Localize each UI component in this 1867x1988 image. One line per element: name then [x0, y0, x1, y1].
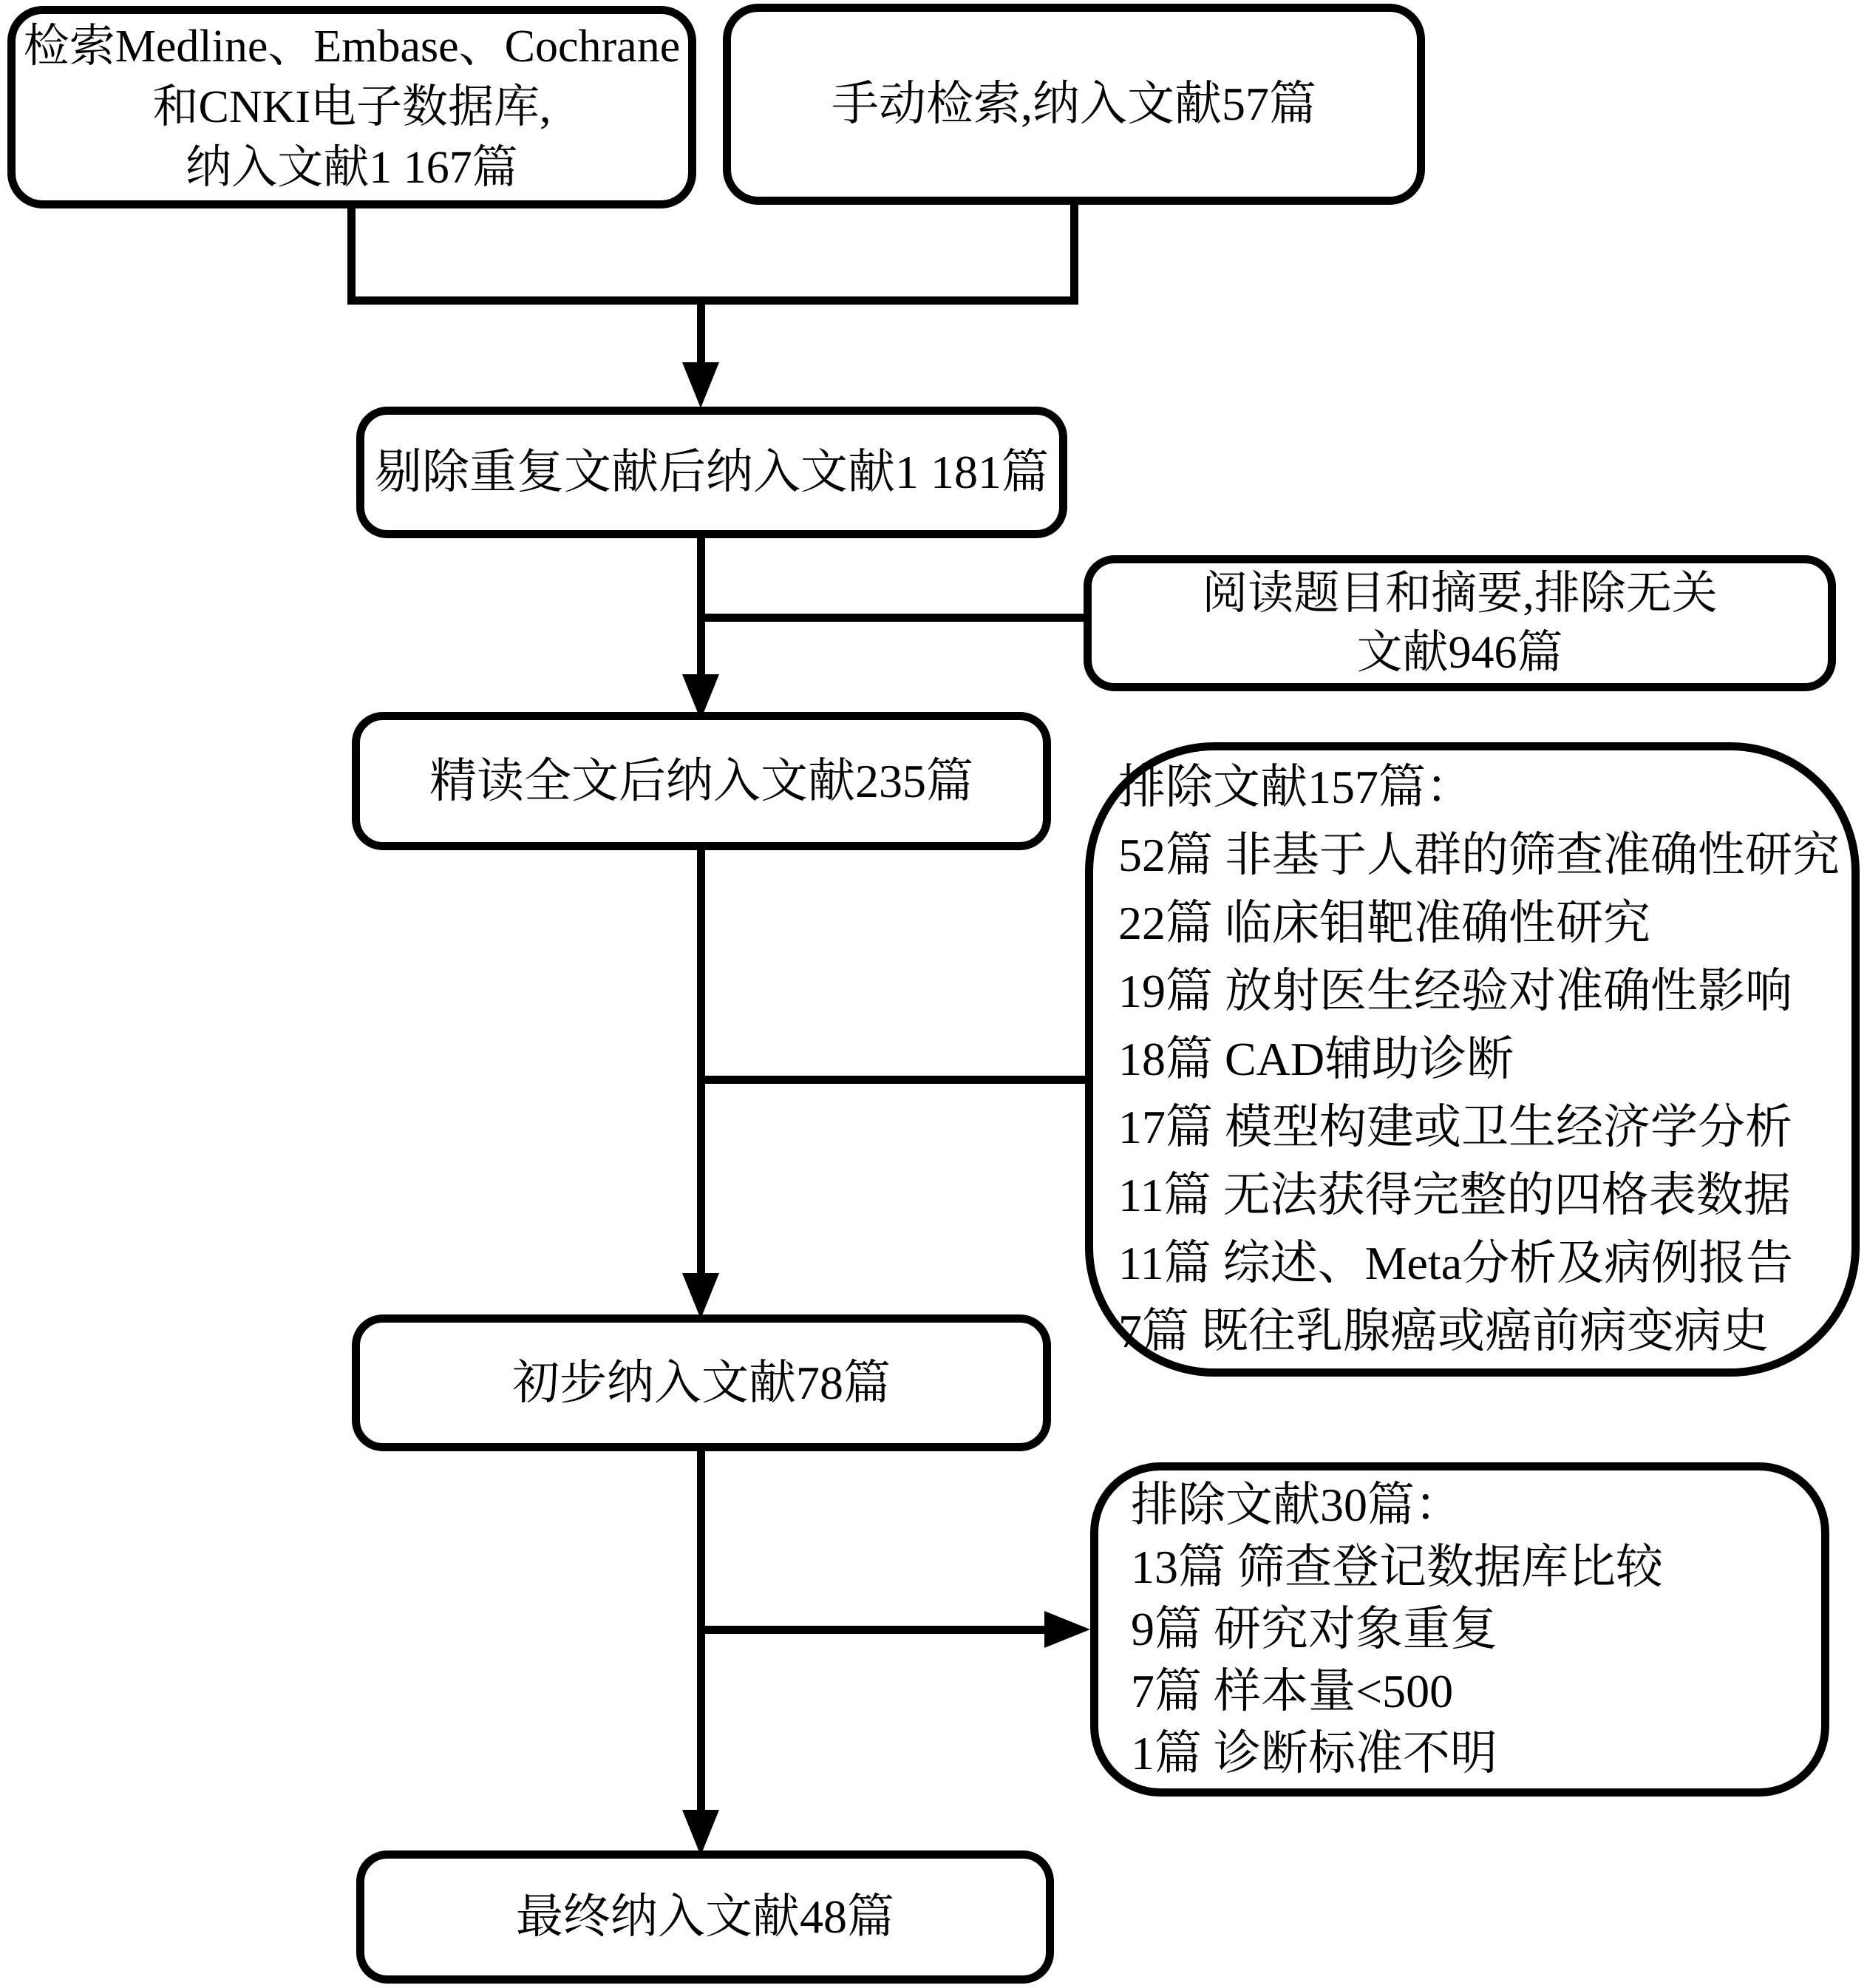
connector-manual-search-down [1070, 202, 1078, 305]
exclusion-list-item: 1篇 诊断标准不明 [1131, 1727, 1497, 1780]
exclusion-list-item: 13篇 筛查登记数据库比较 [1131, 1541, 1663, 1593]
exclusion-list-item: 17篇 模型构建或卫生经济学分析 [1118, 1101, 1792, 1153]
node-text: 剔除重复文献后纳入文献1 181篇 [375, 446, 1049, 498]
node-text: 阅读题目和摘要,排除无关 [1202, 569, 1718, 619]
node-text: 纳入文献1 167篇 [186, 143, 518, 193]
node-text: 初步纳入文献78篇 [512, 1356, 891, 1409]
exclusion-list-item: 22篇 临床钼靶准确性研究 [1118, 897, 1650, 949]
exclusion-list-item: 19篇 放射医生经验对准确性影响 [1118, 965, 1792, 1017]
connector-to-title-abstract-exclusion [697, 614, 1084, 622]
exclusion-list-item: 11篇 综述、Meta分析及病例报告 [1118, 1237, 1794, 1289]
node-after-deduplication [356, 407, 1067, 538]
arrowhead-into-preliminary [682, 1273, 719, 1319]
connector-dedup-to-fulltext [697, 535, 705, 676]
node-text: 手动检索,纳入文献57篇 [832, 78, 1316, 130]
node-database-search [7, 6, 696, 208]
exclusion-list-title: 排除文献30篇： [1131, 1479, 1462, 1531]
node-fulltext-review [352, 712, 1051, 850]
node-text: 和CNKI电子数据库, [152, 82, 551, 132]
node-text: 检索Medline、Embase、Cochrane [23, 21, 681, 72]
arrowhead-into-preliminary-exclusion [1044, 1611, 1090, 1648]
exclusion-list-item: 11篇 无法获得完整的四格表数据 [1118, 1169, 1791, 1221]
exclusion-list-item: 9篇 研究对象重复 [1131, 1603, 1497, 1655]
exclusion-list-item: 7篇 既往乳腺癌或癌前病变病史 [1118, 1305, 1769, 1357]
node-text: 精读全文后纳入文献235篇 [429, 754, 973, 807]
node-fulltext-exclusion-list [1085, 742, 1860, 1377]
node-text: 文献946篇 [1356, 628, 1563, 678]
arrowhead-into-final [682, 1810, 719, 1856]
connector-fulltext-to-preliminary [697, 847, 705, 1276]
exclusion-list-title: 排除文献157篇： [1118, 761, 1473, 813]
connector-to-preliminary-exclusion [697, 1626, 1048, 1634]
exclusion-list-item: 18篇 CAD辅助诊断 [1118, 1033, 1514, 1085]
exclusion-list-item: 52篇 非基于人群的筛查准确性研究 [1118, 829, 1840, 881]
node-manual-search [723, 4, 1425, 205]
node-preliminary-included [352, 1314, 1051, 1451]
arrowhead-into-dedup [682, 362, 719, 408]
node-title-abstract-exclusion [1084, 555, 1836, 691]
node-preliminary-exclusion-list [1090, 1462, 1829, 1797]
connector-merge-to-dedup [697, 296, 705, 370]
exclusion-list-item: 7篇 样本量<500 [1131, 1665, 1454, 1717]
node-text: 最终纳入文献48篇 [516, 1890, 894, 1943]
node-final-included [356, 1850, 1054, 1984]
connector-merge-bar [347, 296, 1078, 305]
connector-db-search-down [347, 206, 356, 305]
connector-to-fulltext-exclusion [697, 1076, 1088, 1084]
